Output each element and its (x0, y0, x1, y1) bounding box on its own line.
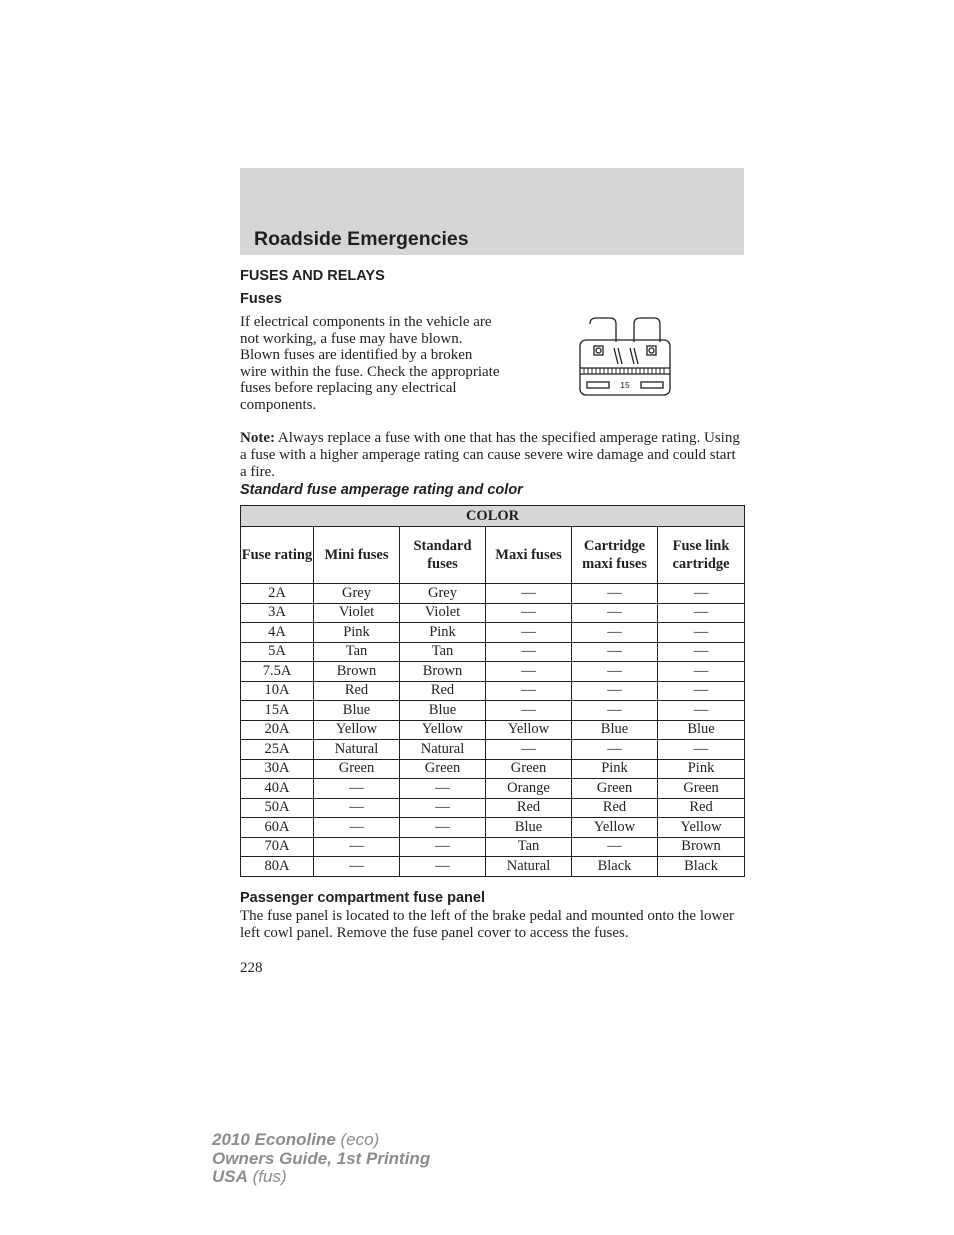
column-header: Mini fuses (314, 527, 400, 584)
table-cell: Brown (314, 662, 400, 682)
footer-line-1 (212, 1131, 430, 1150)
table-cell: Yellow (486, 720, 572, 740)
page-number: 228 (240, 960, 263, 976)
table-cell: 80A (241, 857, 314, 877)
table-row (241, 681, 745, 701)
table-cell: — (658, 701, 745, 721)
table-row (241, 642, 745, 662)
panel-paragraph: The fuse panel is located to the left of the brake pedal and mounted onto the lower left cowl panel. Remove the fuse panel cover to access the fuses. (240, 908, 734, 941)
fuse-illustration (578, 316, 672, 398)
table-cell: — (572, 701, 658, 721)
table-cell: — (658, 740, 745, 760)
table-cell: — (486, 701, 572, 721)
table-cell: Yellow (314, 720, 400, 740)
table-cell: Natural (486, 857, 572, 877)
table-body (241, 584, 745, 877)
table-cell: Pink (400, 623, 486, 643)
table-cell: Orange (486, 779, 572, 799)
table-cell: Natural (314, 740, 400, 760)
table-cell: — (486, 662, 572, 682)
column-header: Cartridge maxi fuses (572, 527, 658, 584)
table-cell: Yellow (572, 818, 658, 838)
page-heading: FUSES AND RELAYS (240, 268, 385, 284)
table-cell: — (572, 662, 658, 682)
table-cell: 2A (241, 584, 314, 604)
table-cell: Red (486, 798, 572, 818)
table-row (241, 779, 745, 799)
table-cell: 5A (241, 642, 314, 662)
table-cell: — (314, 818, 400, 838)
table-row (241, 759, 745, 779)
table-cell: Green (572, 779, 658, 799)
table-cell: Green (658, 779, 745, 799)
table-cell: — (314, 798, 400, 818)
table-cell: Green (400, 759, 486, 779)
table-cell: 70A (241, 837, 314, 857)
table-cell: — (572, 623, 658, 643)
table-cell: Tan (400, 642, 486, 662)
table-row (241, 720, 745, 740)
table-cell: Grey (400, 584, 486, 604)
table-cell: Tan (314, 642, 400, 662)
table-cell: — (658, 681, 745, 701)
table-cell: Brown (400, 662, 486, 682)
footer-region: USA (212, 1167, 248, 1186)
table-cell: Pink (572, 759, 658, 779)
table-cell: — (486, 623, 572, 643)
footer-region-code: (fus) (247, 1167, 287, 1186)
table-cell: Red (314, 681, 400, 701)
table-cell: Black (572, 857, 658, 877)
table-cell: 60A (241, 818, 314, 838)
table-cell: Red (400, 681, 486, 701)
column-header: Fuse link cartridge (658, 527, 745, 584)
table-cell: Brown (658, 837, 745, 857)
table-cell: — (486, 740, 572, 760)
table-cell: — (314, 837, 400, 857)
table-cell: 30A (241, 759, 314, 779)
table-cell: Tan (486, 837, 572, 857)
table-cell: Violet (400, 603, 486, 623)
table-cell: Green (314, 759, 400, 779)
table-cell: — (572, 603, 658, 623)
table-cell: 50A (241, 798, 314, 818)
subheading-fuses: Fuses (240, 291, 282, 307)
table-cell: 15A (241, 701, 314, 721)
footer-line-2: Owners Guide, 1st Printing (212, 1148, 431, 1168)
table-row (241, 798, 745, 818)
fuse-color-table (240, 505, 745, 877)
table-cell: — (486, 603, 572, 623)
footer-line-3 (212, 1168, 430, 1187)
table-cell: 4A (241, 623, 314, 643)
table-cell: — (658, 642, 745, 662)
table-cell: 25A (241, 740, 314, 760)
table-cell: — (572, 584, 658, 604)
table-cell: — (486, 642, 572, 662)
column-header: Standard fuses (400, 527, 486, 584)
note-text: Always replace a fuse with one that has the specified amperage rating. Using a fuse with a higher amperage rating can cause severe wire damage and could start a fire. (240, 430, 740, 480)
table-row (241, 837, 745, 857)
table-cell: 7.5A (241, 662, 314, 682)
table-cell: Yellow (400, 720, 486, 740)
table-cell: Natural (400, 740, 486, 760)
table-cell: — (400, 779, 486, 799)
table-cell: — (572, 837, 658, 857)
panel-heading: Passenger compartment fuse panel (240, 890, 485, 906)
table-cell: Blue (314, 701, 400, 721)
table-row (241, 857, 745, 877)
table-group-header: COLOR (241, 506, 745, 527)
table-cell: — (400, 857, 486, 877)
table-row (241, 623, 745, 643)
table-cell: — (486, 584, 572, 604)
table-row (241, 603, 745, 623)
table-cell: — (314, 779, 400, 799)
note-label: Note: (240, 430, 275, 446)
table-cell: 40A (241, 779, 314, 799)
note-paragraph (240, 430, 744, 480)
footer-model: 2010 Econoline (212, 1130, 336, 1149)
footer-model-code: (eco) (335, 1130, 380, 1149)
table-cell: — (658, 623, 745, 643)
table-cell: Pink (658, 759, 745, 779)
column-header: Fuse rating (241, 527, 314, 584)
table-caption: Standard fuse amperage rating and color (240, 482, 523, 498)
table-cell: Blue (572, 720, 658, 740)
table-row (241, 584, 745, 604)
table-row (241, 740, 745, 760)
table-cell: Blue (400, 701, 486, 721)
table-cell: — (572, 681, 658, 701)
table-cell: Red (572, 798, 658, 818)
table-cell: 10A (241, 681, 314, 701)
table-cell: Grey (314, 584, 400, 604)
table-cell: — (658, 603, 745, 623)
table-cell: Pink (314, 623, 400, 643)
column-header: Maxi fuses (486, 527, 572, 584)
document-footer (212, 1131, 430, 1187)
table-cell: 20A (241, 720, 314, 740)
table-cell: Blue (658, 720, 745, 740)
table-row (241, 701, 745, 721)
table-cell: Blue (486, 818, 572, 838)
fuse-number-label: 15 (620, 380, 630, 390)
table-row (241, 818, 745, 838)
table-cell: — (572, 642, 658, 662)
table-cell: — (486, 681, 572, 701)
section-header-band (240, 168, 744, 255)
table-cell: 3A (241, 603, 314, 623)
table-cell: — (572, 740, 658, 760)
table-cell: — (400, 837, 486, 857)
table-cell: Yellow (658, 818, 745, 838)
table-row (241, 662, 745, 682)
table-cell: Violet (314, 603, 400, 623)
table-cell: — (400, 818, 486, 838)
table-cell: Red (658, 798, 745, 818)
table-cell: — (658, 662, 745, 682)
table-cell: Black (658, 857, 745, 877)
intro-paragraph: If electrical components in the vehicle are not working, a fuse may have blown. Blown fuses are identified by a broken wire within the fuse. Check the appropriate fuses before replacing any electrical components. (240, 314, 500, 413)
table-cell: — (400, 798, 486, 818)
table-cell: — (314, 857, 400, 877)
section-title: Roadside Emergencies (254, 228, 469, 250)
table-cell: — (658, 584, 745, 604)
table-cell: Green (486, 759, 572, 779)
